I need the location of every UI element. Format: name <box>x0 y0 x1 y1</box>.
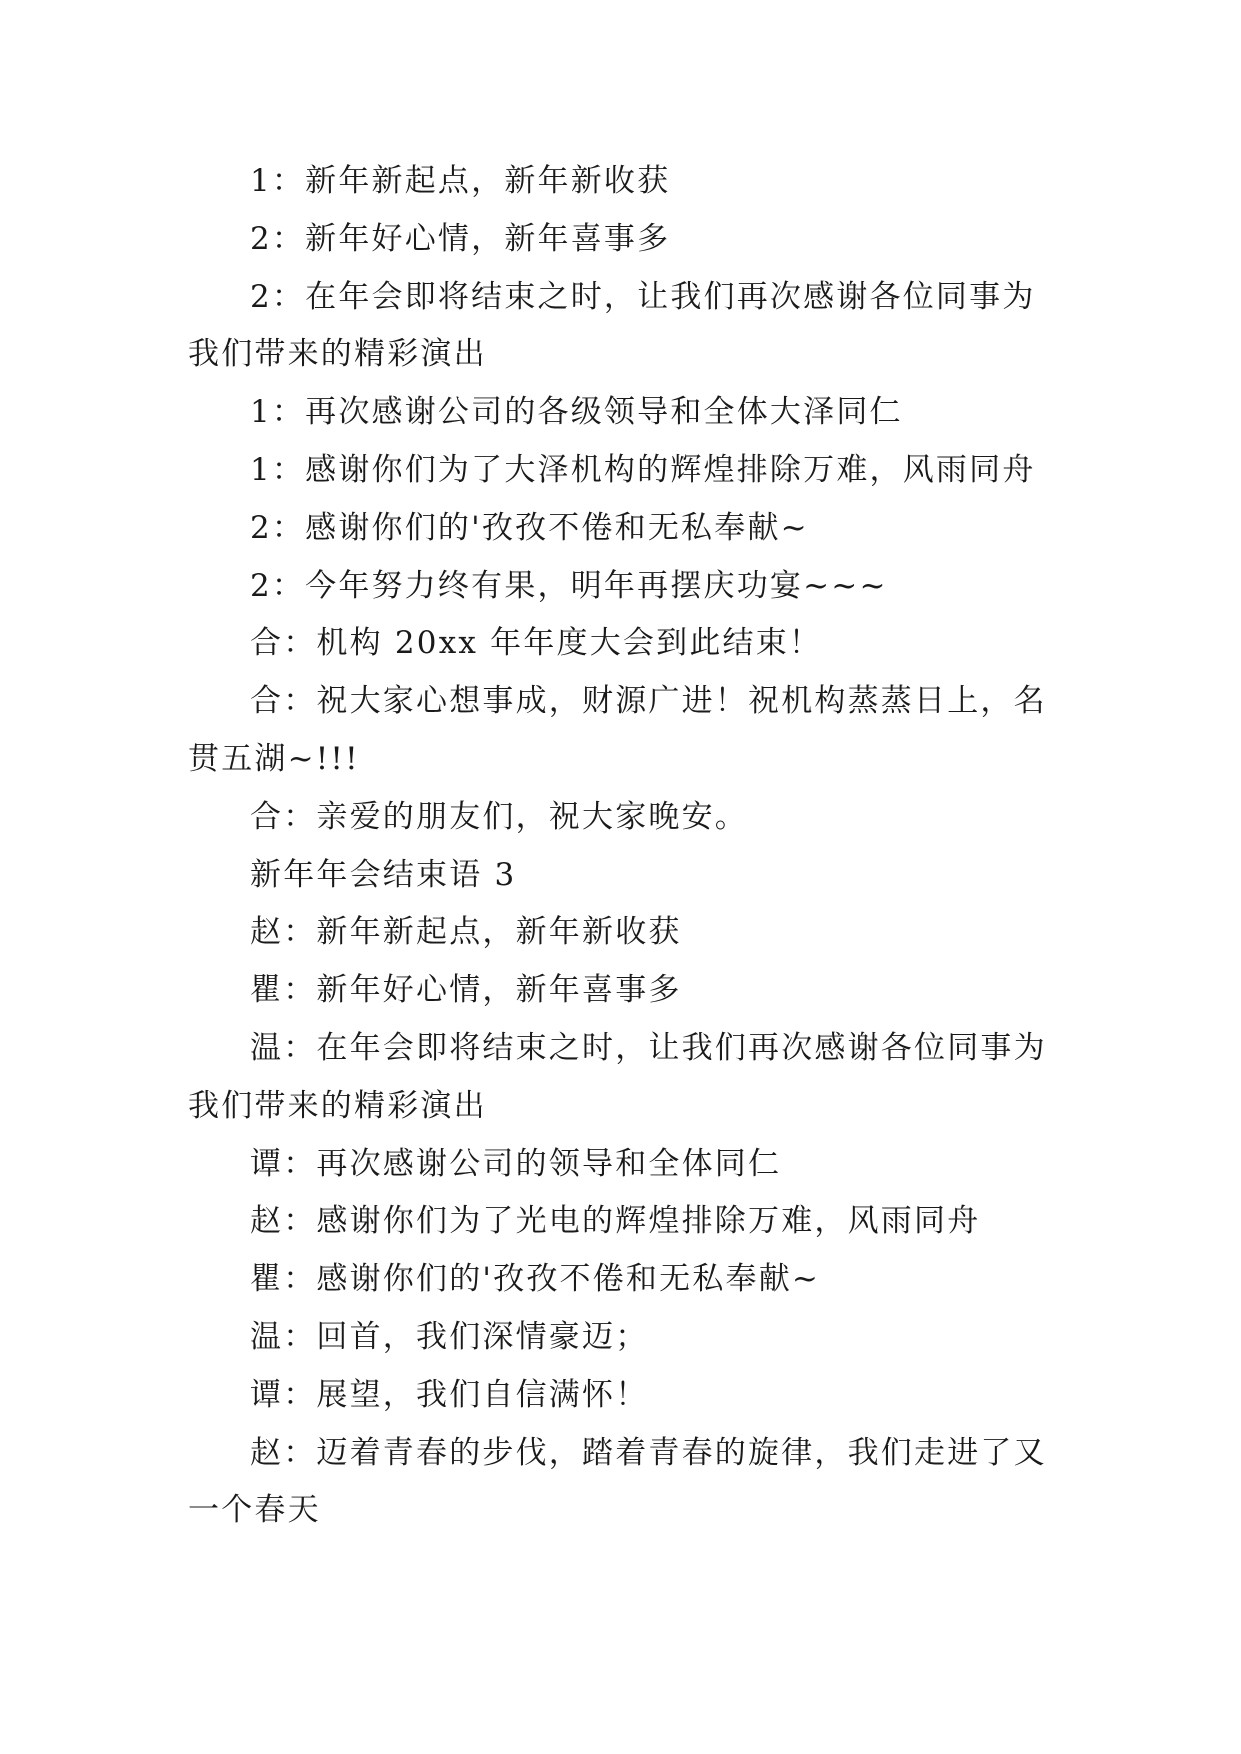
paragraph: 1：新年新起点，新年新收获 <box>250 163 671 199</box>
paragraph: 温：在年会即将结束之时，让我们再次感谢各位同事为我们带来的精彩演出 <box>188 1029 1047 1124</box>
paragraph: 谭：再次感谢公司的领导和全体同仁 <box>250 1145 782 1182</box>
paragraph: 2：在年会即将结束之时，让我们再次感谢各位同事为我们带来的精彩演出 <box>188 278 1036 373</box>
paragraph: 合：机构 20xx 年年度大会到此结束！ <box>250 625 823 662</box>
paragraph: 1：感谢你们为了大泽机构的辉煌排除万难，风雨同舟 <box>250 451 1036 488</box>
paragraph: 合：亲爱的朋友们，祝大家晚安。 <box>250 798 748 835</box>
paragraph: 2：今年努力终有果，明年再摆庆功宴~~~ <box>250 567 888 604</box>
paragraph: 合：祝大家心想事成，财源广进！祝机构蒸蒸日上，名贯五湖~!!! <box>188 683 1047 777</box>
paragraph: 2：感谢你们的'孜孜不倦和无私奉献~ <box>250 509 809 546</box>
paragraph: 赵：感谢你们为了光电的辉煌排除万难，风雨同舟 <box>250 1203 981 1240</box>
paragraph: 瞿：感谢你们的'孜孜不倦和无私奉献~ <box>250 1261 821 1298</box>
paragraph: 谭：展望，我们自信满怀！ <box>250 1376 649 1413</box>
paragraph: 赵：新年新起点，新年新收获 <box>250 914 682 951</box>
paragraph: 温：回首，我们深情豪迈； <box>250 1318 649 1355</box>
paragraph: 赵：迈着青春的步伐，踏着青春的旋律，我们走进了又一个春天 <box>188 1434 1047 1529</box>
document-body <box>188 153 1058 1540</box>
section-heading: 新年年会结束语 3 <box>250 856 517 893</box>
paragraph: 瞿：新年好心情，新年喜事多 <box>250 972 682 1009</box>
paragraph: 1：再次感谢公司的各级领导和全体大泽同仁 <box>250 394 903 431</box>
paragraph: 2：新年好心情，新年喜事多 <box>250 220 671 257</box>
